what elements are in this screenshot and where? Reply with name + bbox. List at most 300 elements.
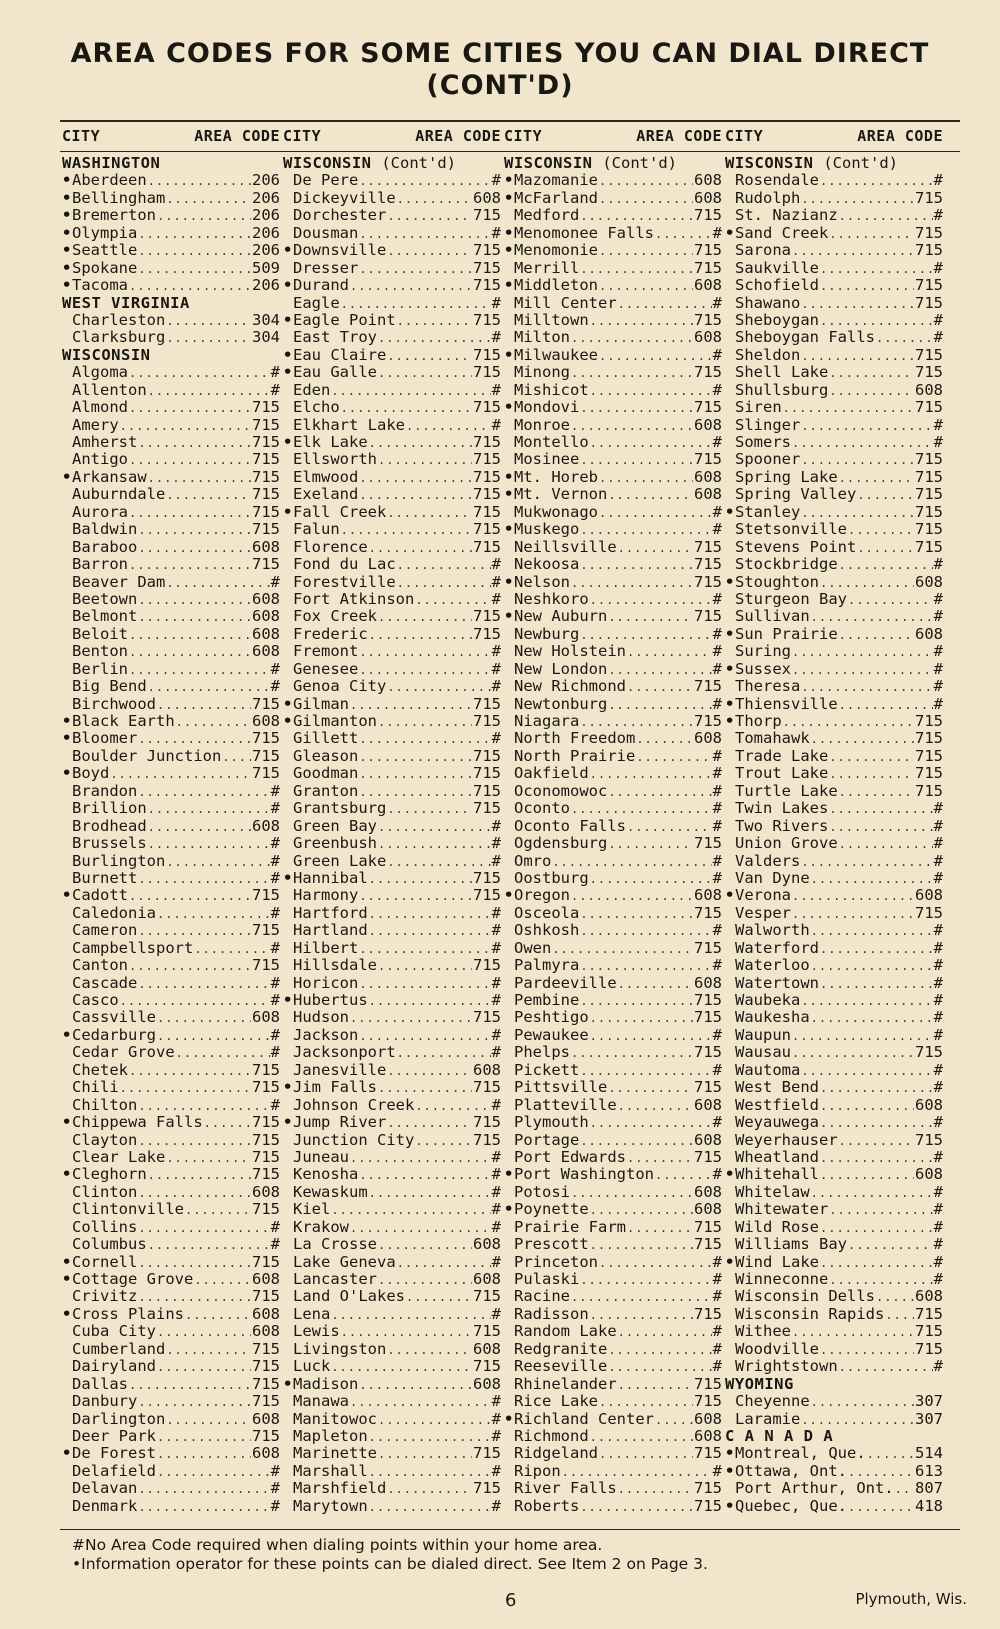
area-code: 418 <box>915 1496 943 1515</box>
city-entry <box>504 800 722 817</box>
city-entry <box>283 1254 501 1271</box>
area-code: 608 <box>252 1304 280 1323</box>
area-code: # <box>933 694 943 713</box>
city-entry <box>725 521 943 538</box>
city-entry <box>283 887 501 904</box>
city-name: North Freedom <box>514 729 636 748</box>
dot-leader <box>359 731 490 748</box>
dot-leader <box>350 1394 491 1411</box>
city-entry <box>725 295 943 312</box>
city-entry <box>62 312 280 329</box>
area-code: 715 <box>473 1322 501 1341</box>
city-entry <box>62 1411 280 1428</box>
area-code: 715 <box>915 1043 943 1062</box>
city-name: Pulaski <box>514 1270 580 1289</box>
dot-leader <box>590 1115 712 1132</box>
city-entry <box>504 242 722 259</box>
area-code: 715 <box>473 764 501 783</box>
city-name: Rudolph <box>735 188 801 207</box>
city-entry <box>283 1044 501 1061</box>
city-name: Manitowoc <box>293 1409 377 1428</box>
city-name: Madison <box>293 1374 359 1393</box>
city-name: Elk Lake <box>293 433 368 452</box>
area-code: 608 <box>252 624 280 643</box>
city-name: Marshfield <box>293 1479 387 1498</box>
area-code: 715 <box>252 1287 280 1306</box>
city-entry <box>725 1358 943 1375</box>
city-entry <box>504 1044 722 1061</box>
dot-leader <box>157 1429 251 1446</box>
city-entry <box>504 1428 722 1445</box>
area-code: 715 <box>473 1444 501 1463</box>
city-name: Johnson Creek <box>293 1095 415 1114</box>
area-code: 715 <box>473 1479 501 1498</box>
area-code: # <box>270 991 280 1010</box>
dot-leader <box>571 1045 693 1062</box>
direct-dial-marker: • <box>725 1496 735 1515</box>
area-code: # <box>712 380 722 399</box>
area-code: 715 <box>694 938 722 957</box>
dot-leader <box>599 191 693 208</box>
city-entry <box>504 1184 722 1201</box>
area-code: 608 <box>252 712 280 731</box>
city-entry <box>62 172 280 189</box>
city-name: Hartford <box>293 903 368 922</box>
city-entry <box>283 312 501 329</box>
dot-leader <box>580 923 711 940</box>
area-code: 715 <box>694 1235 722 1254</box>
city-entry <box>504 504 722 521</box>
area-code: # <box>712 624 722 643</box>
city-entry <box>725 399 943 416</box>
city-name: Canton <box>72 956 128 975</box>
area-code: 715 <box>473 1357 501 1376</box>
area-code: 608 <box>252 1409 280 1428</box>
direct-dial-marker: • <box>62 886 72 905</box>
city-name: Niagara <box>514 712 580 731</box>
direct-dial-marker: • <box>504 520 514 539</box>
city-name: Wisconsin Dells <box>735 1287 875 1306</box>
dot-leader <box>148 679 270 696</box>
city-entry <box>504 591 722 608</box>
state-name: WISCONSIN <box>725 154 814 172</box>
area-code: 715 <box>915 1130 943 1149</box>
city-name: Sturgeon Bay <box>735 589 847 608</box>
area-code: 608 <box>694 415 722 434</box>
dot-leader <box>157 1464 270 1481</box>
city-name: Juneau <box>293 1147 349 1166</box>
area-code: 304 <box>252 310 280 329</box>
city-entry <box>283 1219 501 1236</box>
city-entry <box>62 1306 280 1323</box>
city-entry <box>725 661 943 678</box>
city-entry <box>62 504 280 521</box>
area-code: # <box>491 1392 501 1411</box>
area-code: # <box>270 659 280 678</box>
city-name: Nelson <box>514 572 570 591</box>
city-entry <box>62 1288 280 1305</box>
dot-leader <box>618 1098 693 1115</box>
dot-leader <box>571 888 693 905</box>
area-code: 715 <box>694 555 722 574</box>
dot-leader <box>138 522 251 539</box>
city-entry <box>62 469 280 486</box>
area-code: # <box>491 1043 501 1062</box>
city-entry <box>725 1341 943 1358</box>
direct-dial-marker: • <box>504 572 514 591</box>
area-code: # <box>933 1078 943 1097</box>
direct-dial-marker: • <box>725 1461 735 1480</box>
city-name: Casco <box>72 991 119 1010</box>
dot-leader <box>369 1499 491 1516</box>
city-entry <box>62 608 280 625</box>
city-name: Stoughton <box>735 572 819 591</box>
direct-dial-marker: • <box>725 223 735 242</box>
direct-dial-marker: • <box>62 206 72 225</box>
state-heading <box>62 295 280 312</box>
city-name: Land O'Lakes <box>293 1287 405 1306</box>
city-entry <box>62 486 280 503</box>
city-entry <box>504 172 722 189</box>
direct-dial-marker: • <box>725 624 735 643</box>
city-name: Williams Bay <box>735 1235 847 1254</box>
area-code: # <box>712 921 722 940</box>
city-entry <box>283 347 501 364</box>
dot-leader <box>820 1098 914 1115</box>
city-name: Brodhead <box>72 816 147 835</box>
city-name: Plymouth <box>514 1113 589 1132</box>
city-entry <box>62 870 280 887</box>
city-entry <box>725 1411 943 1428</box>
city-entry <box>62 556 280 573</box>
city-name: Charleston <box>72 310 166 329</box>
city-entry <box>504 329 722 346</box>
dot-leader <box>839 784 914 801</box>
area-code: # <box>712 746 722 765</box>
city-entry <box>725 1079 943 1096</box>
area-code: # <box>933 799 943 818</box>
area-code: 715 <box>252 886 280 905</box>
area-code: # <box>491 903 501 922</box>
city-entry <box>62 190 280 207</box>
area-code: # <box>933 433 943 452</box>
city-name: Poynette <box>514 1200 589 1219</box>
city-entry <box>62 521 280 538</box>
direct-dial-marker: • <box>725 712 735 731</box>
dot-leader <box>599 1446 693 1463</box>
city-name: Phelps <box>514 1043 570 1062</box>
city-entry <box>62 434 280 451</box>
city-name: Shell Lake <box>735 363 829 382</box>
city-name: Granton <box>293 781 359 800</box>
dot-leader <box>129 452 251 469</box>
column-header-3 <box>504 126 722 146</box>
city-entry <box>504 1236 722 1253</box>
city-name: Belmont <box>72 607 138 626</box>
city-entry <box>283 574 501 591</box>
city-entry <box>725 696 943 713</box>
city-name: Baldwin <box>72 520 138 539</box>
city-name: Sheldon <box>735 345 801 364</box>
city-entry <box>283 1166 501 1183</box>
area-code: 715 <box>694 310 722 329</box>
area-code: 206 <box>252 223 280 242</box>
city-name: Tomahawk <box>735 729 810 748</box>
city-entry <box>504 312 722 329</box>
city-entry <box>725 1236 943 1253</box>
city-entry <box>504 1132 722 1149</box>
dot-leader <box>599 505 712 522</box>
area-code: 715 <box>252 1374 280 1393</box>
city-name: Benton <box>72 642 128 661</box>
city-name: Collins <box>72 1217 138 1236</box>
dot-leader <box>397 313 472 330</box>
city-entry <box>504 451 722 468</box>
direct-dial-marker: • <box>725 572 735 591</box>
area-code: 608 <box>694 1409 722 1428</box>
bottom-rule <box>60 1529 960 1530</box>
dot-leader <box>792 1045 914 1062</box>
area-code: 715 <box>694 834 722 853</box>
city-entry <box>62 1463 280 1480</box>
dot-leader <box>387 1481 472 1498</box>
top-rule <box>60 120 960 122</box>
area-code: # <box>933 851 943 870</box>
dot-leader <box>618 1324 712 1341</box>
area-code: 715 <box>915 241 943 260</box>
area-code-header: AREA CODE <box>415 127 501 145</box>
dot-leader <box>792 906 914 923</box>
city-name: Delafield <box>72 1461 156 1480</box>
area-code: 715 <box>252 415 280 434</box>
area-code: 608 <box>694 188 722 207</box>
dot-leader <box>608 1342 711 1359</box>
city-name: Siren <box>735 398 782 417</box>
area-code: # <box>270 1479 280 1498</box>
city-entry <box>62 1062 280 1079</box>
city-name: Jim Falls <box>293 1078 377 1097</box>
dot-leader <box>811 958 933 975</box>
dot-leader <box>129 505 251 522</box>
area-code: # <box>933 1008 943 1027</box>
city-entry <box>725 975 943 992</box>
city-name: North Prairie <box>514 746 636 765</box>
dot-leader <box>359 470 472 487</box>
city-entry <box>725 608 943 625</box>
city-entry <box>725 765 943 782</box>
city-name: Fort Atkinson <box>293 589 415 608</box>
area-code: 608 <box>252 607 280 626</box>
area-code: # <box>712 1270 722 1289</box>
city-entry <box>504 1009 722 1026</box>
area-code: 715 <box>473 694 501 713</box>
area-code: # <box>270 572 280 591</box>
area-code: 715 <box>915 520 943 539</box>
direct-dial-marker: • <box>283 1113 293 1132</box>
city-name: Thiensville <box>735 694 838 713</box>
area-code: 715 <box>473 607 501 626</box>
city-entry <box>725 172 943 189</box>
dot-leader <box>138 226 251 243</box>
city-name: New Richmond <box>514 677 626 696</box>
city-entry <box>725 957 943 974</box>
area-code: # <box>491 1217 501 1236</box>
city-name: Verona <box>735 886 791 905</box>
listing-column-3 <box>504 155 722 1515</box>
area-code: # <box>491 1165 501 1184</box>
city-entry <box>283 260 501 277</box>
city-entry <box>504 1219 722 1236</box>
dot-leader <box>157 1010 251 1027</box>
dot-leader <box>387 1342 472 1359</box>
area-code: 715 <box>694 398 722 417</box>
dot-leader <box>608 609 693 626</box>
city-entry <box>504 574 722 591</box>
direct-dial-marker: • <box>504 1200 514 1219</box>
city-name: Boyd <box>72 764 110 783</box>
city-name: Brussels <box>72 834 147 853</box>
dot-leader <box>378 1237 472 1254</box>
city-name: Chilton <box>72 1095 138 1114</box>
city-entry <box>283 591 501 608</box>
dot-leader <box>820 976 933 993</box>
city-entry <box>283 434 501 451</box>
city-entry <box>725 1009 943 1026</box>
area-code: 715 <box>915 764 943 783</box>
city-entry <box>725 1184 943 1201</box>
city-name: Cedar Grove <box>72 1043 175 1062</box>
city-name: Neshkoro <box>514 589 589 608</box>
area-code: # <box>270 938 280 957</box>
city-name: Mazomanie <box>514 171 598 190</box>
area-code: 608 <box>915 886 943 905</box>
dot-leader <box>857 540 914 557</box>
dot-leader <box>138 871 269 888</box>
area-code: 715 <box>915 903 943 922</box>
area-code: # <box>933 1182 943 1201</box>
city-name: Stetsonville <box>735 520 847 539</box>
direct-dial-marker: • <box>504 223 514 242</box>
city-name: Luck <box>293 1357 331 1376</box>
city-name: Genoa City <box>293 677 387 696</box>
area-code: 715 <box>252 1357 280 1376</box>
city-name: Spring Lake <box>735 467 838 486</box>
dot-leader <box>848 1237 933 1254</box>
city-entry <box>504 434 722 451</box>
dot-leader <box>387 1115 472 1132</box>
area-code: 715 <box>473 886 501 905</box>
city-entry <box>725 574 943 591</box>
dot-leader <box>194 1272 251 1289</box>
city-entry <box>62 992 280 1009</box>
state-name: WISCONSIN <box>62 345 151 364</box>
city-name: Big Bend <box>72 677 147 696</box>
city-name: Tacoma <box>72 276 128 295</box>
city-entry <box>62 783 280 800</box>
city-name: Whitehall <box>735 1165 819 1184</box>
city-entry <box>504 643 722 660</box>
city-entry <box>504 1306 722 1323</box>
direct-dial-marker: • <box>504 398 514 417</box>
state-name: WASHINGTON <box>62 154 161 172</box>
area-code: # <box>491 991 501 1010</box>
area-code: 715 <box>915 746 943 765</box>
city-name: Burlington <box>72 851 166 870</box>
city-name: Sarona <box>735 241 791 260</box>
city-entry <box>283 608 501 625</box>
city-name: Union Grove <box>735 834 838 853</box>
city-name: Denmark <box>72 1496 138 1515</box>
city-entry <box>62 1393 280 1410</box>
city-name: Laramie <box>735 1409 801 1428</box>
area-code: # <box>712 1461 722 1480</box>
area-code: 608 <box>694 1182 722 1201</box>
city-name: Seattle <box>72 241 138 260</box>
dot-leader <box>608 836 693 853</box>
city-name: Valders <box>735 851 801 870</box>
city-name: Sussex <box>735 659 791 678</box>
dot-leader <box>369 435 472 452</box>
city-name: Berlin <box>72 659 128 678</box>
city-entry <box>62 451 280 468</box>
dot-leader <box>590 1429 693 1446</box>
area-code: 715 <box>694 450 722 469</box>
area-code: 715 <box>915 537 943 556</box>
area-code: 608 <box>252 642 280 661</box>
area-code: # <box>491 293 501 312</box>
dot-leader <box>138 540 251 557</box>
city-name: West Bend <box>735 1078 819 1097</box>
city-name: Dresser <box>293 258 359 277</box>
area-code: # <box>933 328 943 347</box>
city-entry <box>725 1114 943 1131</box>
city-entry <box>62 1254 280 1271</box>
area-code: 715 <box>252 956 280 975</box>
area-code: 715 <box>473 799 501 818</box>
dot-leader <box>618 1377 693 1394</box>
city-entry <box>504 783 722 800</box>
city-name: Lewis <box>293 1322 340 1341</box>
city-name: Allenton <box>72 380 147 399</box>
area-code: 715 <box>915 293 943 312</box>
city-entry <box>62 643 280 660</box>
direct-dial-marker: • <box>504 241 514 260</box>
area-code: 715 <box>915 712 943 731</box>
city-entry <box>504 417 722 434</box>
area-code: # <box>712 659 722 678</box>
city-name: Port Arthur, Ont. <box>735 1479 894 1498</box>
area-code: 608 <box>252 537 280 556</box>
dot-leader <box>166 313 251 330</box>
city-entry <box>725 207 943 224</box>
dot-leader <box>590 1237 693 1254</box>
area-code: # <box>933 415 943 434</box>
dot-leader <box>599 243 693 260</box>
city-name: Boulder Junction <box>72 746 222 765</box>
city-name: Caledonia <box>72 903 156 922</box>
area-code: # <box>270 868 280 887</box>
city-name: Port Washington <box>514 1165 654 1184</box>
area-code: # <box>270 973 280 992</box>
dot-leader <box>350 1010 472 1027</box>
city-entry <box>504 835 722 852</box>
direct-dial-marker: • <box>62 188 72 207</box>
city-entry <box>725 870 943 887</box>
city-entry <box>283 1062 501 1079</box>
city-name: Hartland <box>293 921 368 940</box>
area-code-header: AREA CODE <box>194 127 280 145</box>
dot-leader <box>820 1255 933 1272</box>
